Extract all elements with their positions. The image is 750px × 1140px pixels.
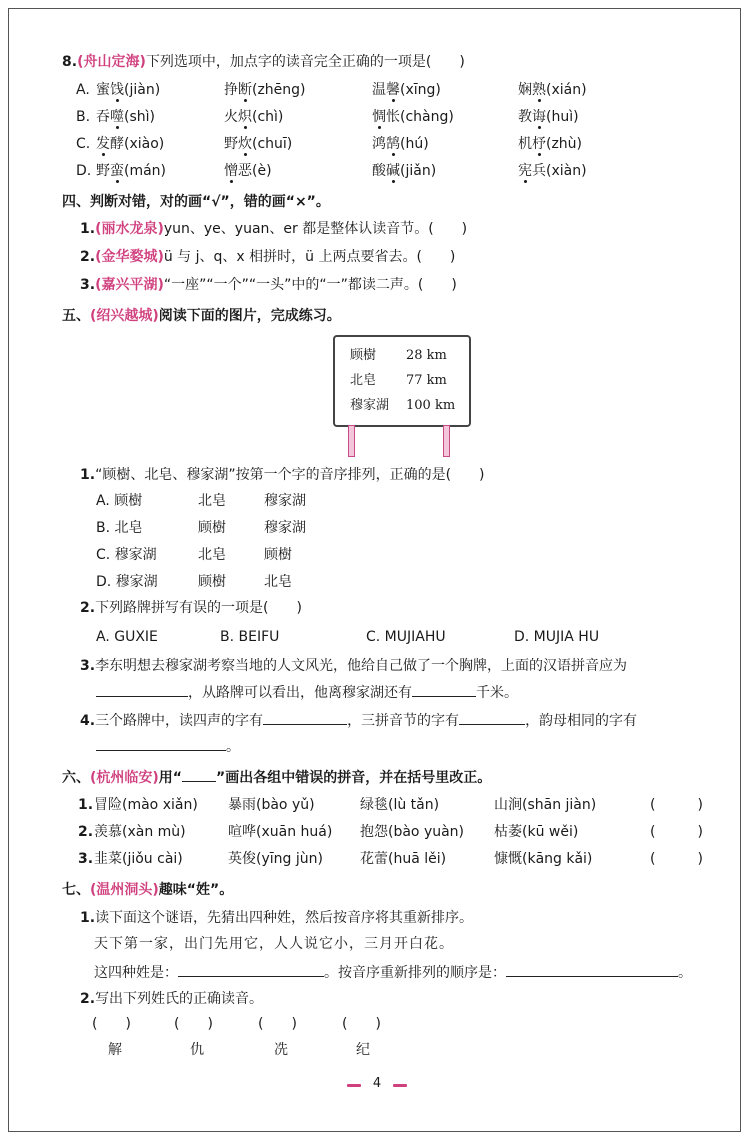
- s5-q4-blank-same-final[interactable]: [96, 736, 226, 751]
- q8-option-item: [372, 107, 454, 127]
- q8-item-prefix: 蜜: [96, 82, 110, 98]
- section-7-source: (温州洞头): [90, 882, 159, 898]
- s6-word-pinyin: 绿毯(lù tǎn): [360, 797, 440, 813]
- s5-q3-line2: [96, 682, 518, 703]
- q8-item-pinyin: (chuī): [252, 136, 293, 152]
- q8-item-dotted-char: 馨: [386, 82, 400, 98]
- q8-option-item: [224, 107, 283, 127]
- road-sign-post-right: [443, 425, 450, 457]
- q8-item-dotted-char: 鹄: [386, 136, 400, 152]
- q8-number: 8.: [62, 54, 78, 70]
- section-6-title: [62, 768, 491, 788]
- s5-q1-option-cell: A. 顾樹: [96, 493, 143, 509]
- s5-q4-blank-fourth-tone[interactable]: [263, 710, 347, 725]
- s5-q4-number: 4.: [80, 713, 96, 729]
- q8-item-dotted-char: 宪: [518, 163, 532, 179]
- q8-item-dotted-char: 碱: [386, 163, 400, 179]
- s4-item-source: (丽水龙泉): [95, 221, 164, 237]
- road-sign-place: 穆家湖: [350, 398, 390, 413]
- s7-q1-label-b: 。按音序重新排列的顺序是：: [324, 965, 506, 981]
- section-6-text-b: ”画出各组中错误的拼音，并在括号里改正。: [216, 770, 492, 786]
- q8-item-pinyin: (jiǎn): [400, 163, 437, 179]
- q8-option-item: [518, 80, 587, 100]
- q8-item-pinyin: (hú): [400, 136, 429, 152]
- s6-word-pinyin: 羡慕(xàn mù): [94, 824, 186, 840]
- s5-q2-option: C. MUJIAHU: [366, 629, 446, 645]
- s5-q4-text4: 。: [226, 739, 240, 755]
- s6-word-pinyin: 暴雨(bào yǔ): [228, 797, 315, 813]
- s4-item-number: 1.: [80, 221, 96, 237]
- s5-q2-number: 2.: [80, 600, 96, 616]
- s7-q2-number: 2.: [80, 991, 96, 1007]
- s6-row-number: 2.: [78, 824, 94, 840]
- s4-item: [80, 275, 457, 295]
- q8-option-letter: B.: [76, 109, 91, 125]
- s7-q2-stem: [80, 989, 263, 1009]
- s6-word-pinyin: 英俊(yīng jùn): [228, 851, 323, 867]
- s7-riddle: 天下第一家，出门先用它，人人说它小，三月开白花。: [94, 936, 454, 952]
- s5-q1-text: “顾樹、北皂、穆家湖”按第一个字的音序排列，正确的是( ): [95, 467, 485, 483]
- s7-q2-surname-char: 纪: [356, 1042, 370, 1058]
- q8-text: 下列选项中，加点字的读音完全正确的一项是( ): [145, 54, 465, 70]
- q8-item-dotted-char: 惆: [372, 109, 386, 125]
- s5-q1-stem: [80, 465, 485, 485]
- s6-word-pinyin: 抱怨(bào yuàn): [360, 824, 465, 840]
- s4-item-text: yun、ye、yuan、er 都是整体认读音节。( ): [163, 221, 468, 237]
- s5-q1-option-cell: 穆家湖: [264, 520, 306, 536]
- s5-q4-text3: ，韵母相同的字有: [525, 713, 638, 729]
- s5-q1-option-cell: 北皂: [198, 547, 226, 563]
- s7-q1-answer-line: [94, 962, 692, 983]
- q8-item-prefix: 温: [372, 82, 386, 98]
- s6-answer-paren[interactable]: ( ): [650, 824, 703, 840]
- s4-item-source: (金华婺城): [95, 249, 164, 265]
- s5-q1-option-cell: 顾樹: [198, 520, 226, 536]
- q8-item-prefix: 挣: [224, 82, 238, 98]
- q8-source: (舟山定海): [77, 54, 146, 70]
- s5-q4-line2: [96, 736, 240, 757]
- s5-q1-option-cell: 顾樹: [198, 574, 226, 590]
- q8-item-dotted-char: 断: [238, 82, 252, 98]
- section-5-title: [62, 306, 341, 326]
- s5-q1-option-cell: 北皂: [198, 493, 226, 509]
- s5-q1-option-cell: 北皂: [264, 574, 292, 590]
- q8-item-pinyin: (xīng): [400, 82, 441, 98]
- q8-item-dotted-char: 饯: [110, 82, 124, 98]
- s4-item-source: (嘉兴平湖): [95, 277, 164, 293]
- section-4-title: 四、判断对错，对的画“√”，错的画“×”。: [62, 194, 330, 210]
- s7-q2-text: 写出下列姓氏的正确读音。: [95, 991, 264, 1007]
- s7-q1-blank-order[interactable]: [506, 962, 678, 977]
- q8-option-letter: D.: [76, 163, 92, 179]
- s5-q1-number: 1.: [80, 467, 96, 483]
- s6-row-number: 1.: [78, 797, 94, 813]
- s4-item: [80, 219, 467, 239]
- q8-item-pinyin: (zhēng): [252, 82, 306, 98]
- q8-option-item: [518, 107, 579, 127]
- q8-item-dotted-char: 诲: [532, 109, 546, 125]
- q8-item-pinyin: (xián): [546, 82, 587, 98]
- section-5-source: (绍兴越城): [90, 308, 159, 324]
- s5-q3-number: 3.: [80, 658, 96, 674]
- q8-item-dotted-char: 噬: [110, 109, 124, 125]
- s5-q2-option: B. BEIFU: [220, 629, 280, 645]
- q8-option-letter: C.: [76, 136, 91, 152]
- s5-q3-text3: 千米。: [476, 685, 518, 701]
- q8-item-pinyin: (shì): [124, 109, 155, 125]
- s5-q3-line1: [80, 656, 627, 676]
- q8-item-dotted-char: 发: [96, 136, 110, 152]
- s5-q2-option: D. MUJIA HU: [514, 629, 600, 645]
- s5-q3-blank-pinyin[interactable]: [96, 682, 188, 697]
- q8-item-prefix: 酸: [372, 163, 386, 179]
- s5-q4-text2: ，三拼音节的字有: [347, 713, 460, 729]
- s4-item: [80, 247, 455, 267]
- s5-q3-blank-distance[interactable]: [412, 682, 476, 697]
- s7-q1-text: 读下面这个谜语，先猜出四种姓，然后按音序将其重新排序。: [95, 910, 474, 926]
- s5-q2-text: 下列路牌拼写有误的一项是( ): [95, 600, 302, 616]
- q8-item-prefix: 野: [224, 136, 238, 152]
- s7-q1-label-a: 这四种姓是：: [94, 965, 178, 981]
- s7-q2-surname-char: 解: [108, 1042, 122, 1058]
- underline-mark-icon: [182, 769, 216, 782]
- s5-q4-text1: 三个路牌中，读四声的字有: [95, 713, 264, 729]
- road-sign-distance: 100 km: [406, 398, 456, 413]
- q8-item-prefix: 吞: [96, 109, 110, 125]
- q8-option-item: [96, 161, 166, 181]
- q8-option-item: [224, 80, 306, 100]
- s6-answer-paren[interactable]: ( ): [650, 797, 703, 813]
- q8-item-pinyin: 兵(xiàn): [532, 163, 587, 179]
- q8-item-pinyin: (mán): [124, 163, 167, 179]
- s6-answer-paren[interactable]: ( ): [650, 851, 703, 867]
- footer-dash-left: [347, 1084, 361, 1087]
- q8-option-letter: A.: [76, 82, 90, 98]
- road-sign-place: 顾樹: [350, 348, 377, 363]
- section-7-text: 趣味“姓”。: [158, 882, 234, 898]
- q8-item-dotted-char: 杼: [532, 136, 546, 152]
- s7-q2-surname-char: 仇: [190, 1042, 204, 1058]
- q8-option-item: [96, 80, 160, 100]
- road-sign-distance: 28 km: [406, 348, 447, 363]
- s6-word-pinyin: 花蕾(huā lěi): [360, 851, 447, 867]
- s5-q3-text1: 李东明想去穆家湖考察当地的人文风光，他给自己做了一个胸牌，上面的汉语拼音应为: [95, 658, 628, 674]
- q8-option-item: [96, 107, 155, 127]
- s6-word-pinyin: 冒险(mào xiǎn): [94, 797, 198, 813]
- s4-item-number: 2.: [80, 249, 96, 265]
- section-6-source: (杭州临安): [90, 770, 159, 786]
- page-number: 4: [372, 1076, 382, 1091]
- s7-q1-blank-surnames[interactable]: [178, 962, 324, 977]
- q8-item-prefix: 教: [518, 109, 532, 125]
- q8-item-prefix: 机: [518, 136, 532, 152]
- s7-q2-surname-char: 冼: [274, 1042, 288, 1058]
- s5-q4-blank-triple-syllable[interactable]: [459, 710, 525, 725]
- q8-item-dotted-char: 炊: [238, 136, 252, 152]
- s6-word-pinyin: 韭菜(jiǒu cài): [94, 851, 183, 867]
- q8-item-pinyin: (chì): [252, 109, 284, 125]
- s6-row-number: 3.: [78, 851, 94, 867]
- q8-item-dotted-char: 蛮: [110, 163, 124, 179]
- q8-item-prefix: 野: [96, 163, 110, 179]
- section-5-text: 阅读下面的图片，完成练习。: [158, 308, 341, 324]
- q8-item-pinyin: (zhù): [546, 136, 583, 152]
- road-sign-place: 北皂: [350, 373, 377, 388]
- s7-q2-answer-paren[interactable]: ( ): [92, 1016, 131, 1032]
- s7-q2-answer-paren[interactable]: ( ): [258, 1016, 297, 1032]
- section-5-head: 五、: [62, 308, 90, 324]
- s6-word-pinyin: 山涧(shān jiàn): [494, 797, 597, 813]
- s4-item-text: ü 与 j、q、x 相拼时，ü 上两点要省去。( ): [163, 249, 456, 265]
- section-6-text-a: 用“: [158, 770, 182, 786]
- s6-word-pinyin: 喧哗(xuān huá): [228, 824, 333, 840]
- s4-item-text: “一座”“一个”“一头”中的“一”都读二声。( ): [163, 277, 457, 293]
- q8-item-dotted-char: 憎: [224, 163, 238, 179]
- q8-item-pinyin: (jiàn): [124, 82, 161, 98]
- s7-q2-answer-paren[interactable]: ( ): [174, 1016, 213, 1032]
- section-7-head: 七、: [62, 882, 90, 898]
- q8-option-item: [372, 80, 441, 100]
- road-sign-distance: 77 km: [406, 373, 447, 388]
- s5-q1-option-cell: B. 北皂: [96, 520, 143, 536]
- s5-q4-line1: [80, 710, 637, 731]
- s7-q1-label-c: 。: [678, 965, 692, 981]
- q8-item-pinyin: 恶(è): [238, 163, 272, 179]
- section-7-title: [62, 880, 233, 900]
- q8-option-item: [372, 161, 436, 181]
- q8-item-prefix: 火: [224, 109, 238, 125]
- s5-q1-option-cell: C. 穆家湖: [96, 547, 157, 563]
- s6-word-pinyin: 慷慨(kāng kǎi): [494, 851, 593, 867]
- q8-item-pinyin: 怅(chàng): [386, 109, 454, 125]
- q8-stem: [62, 52, 465, 72]
- q8-option-item: [224, 134, 292, 154]
- q8-option-item: [224, 161, 272, 181]
- q8-option-item: [518, 161, 587, 181]
- s5-q2-option: A. GUXIE: [96, 629, 158, 645]
- section-6-head: 六、: [62, 770, 90, 786]
- q8-item-pinyin: 酵(xiào): [110, 136, 165, 152]
- q8-item-prefix: 鸿: [372, 136, 386, 152]
- s5-q3-text2: ，从路牌可以看出，他离穆家湖还有: [188, 685, 412, 701]
- s5-q2-stem: [80, 598, 302, 618]
- s7-q1-number: 1.: [80, 910, 96, 926]
- s5-q1-option-cell: D. 穆家湖: [96, 574, 158, 590]
- q8-item-pinyin: (huì): [546, 109, 579, 125]
- q8-option-item: [96, 134, 164, 154]
- s5-q1-option-cell: 顾樹: [264, 547, 292, 563]
- s6-word-pinyin: 枯萎(kū wěi): [494, 824, 579, 840]
- q8-item-dotted-char: 炽: [238, 109, 252, 125]
- road-sign-post-left: [348, 425, 355, 457]
- q8-item-prefix: 娴: [518, 82, 532, 98]
- q8-option-item: [372, 134, 429, 154]
- footer-dash-right: [393, 1084, 407, 1087]
- q8-option-item: [518, 134, 582, 154]
- s5-q1-option-cell: 穆家湖: [264, 493, 306, 509]
- s7-q2-answer-paren[interactable]: ( ): [342, 1016, 381, 1032]
- s7-q1-stem: [80, 908, 473, 928]
- s4-item-number: 3.: [80, 277, 96, 293]
- q8-item-dotted-char: 熟: [532, 82, 546, 98]
